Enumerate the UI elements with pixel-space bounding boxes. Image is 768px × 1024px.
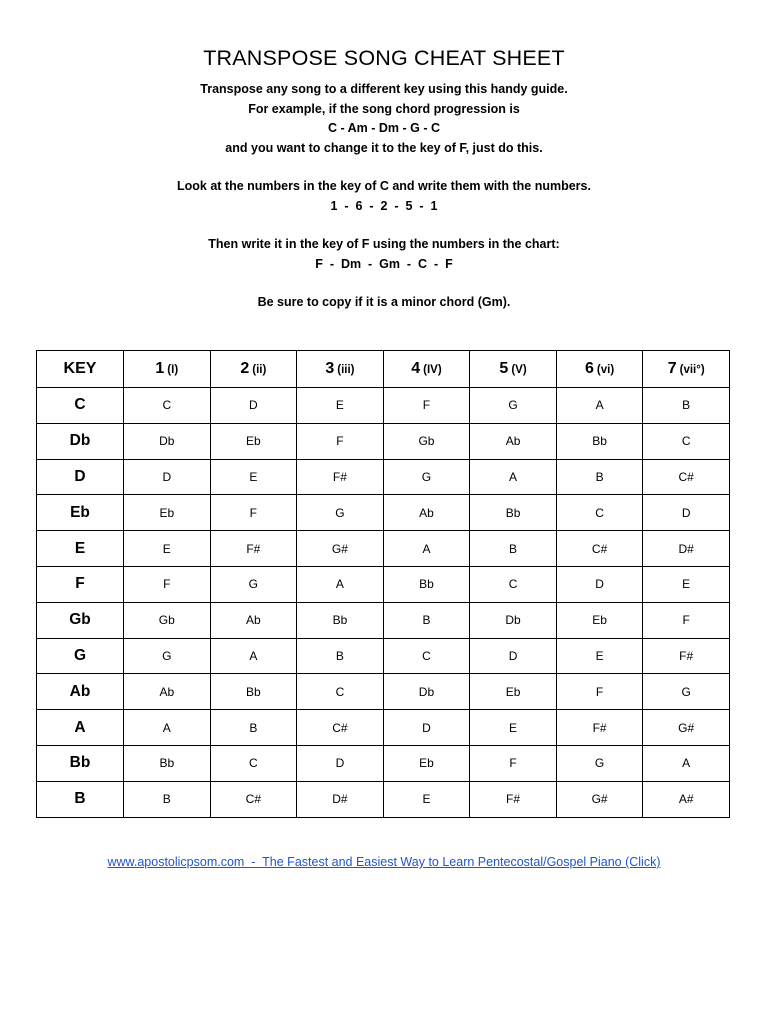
chord-cell: F	[383, 388, 470, 424]
table-row	[37, 781, 730, 817]
degree-header	[643, 351, 730, 388]
instructions	[0, 80, 768, 313]
degree-header	[470, 351, 557, 388]
chord-cell: C#	[210, 781, 297, 817]
key-cell: E	[37, 531, 124, 567]
chord-cell: A	[210, 638, 297, 674]
transpose-table	[36, 350, 730, 818]
chord-cell: B	[643, 388, 730, 424]
chord-cell: C	[643, 423, 730, 459]
chord-cell: G#	[297, 531, 384, 567]
chord-cell: Bb	[297, 602, 384, 638]
table-row	[37, 745, 730, 781]
chord-cell: C	[124, 388, 211, 424]
example-numbers: 1 - 6 - 2 - 5 - 1	[330, 198, 438, 213]
chord-cell: G	[556, 745, 643, 781]
chord-cell: D	[210, 388, 297, 424]
degree-roman: (I)	[167, 364, 179, 376]
table-row	[37, 459, 730, 495]
chord-cell: F#	[297, 459, 384, 495]
degree-header	[297, 351, 384, 388]
chord-cell: D#	[297, 781, 384, 817]
degree-number: 7	[667, 360, 677, 377]
chord-cell: C	[383, 638, 470, 674]
chord-cell: D	[383, 710, 470, 746]
chord-cell: F	[210, 495, 297, 531]
chord-cell: E	[643, 566, 730, 602]
chord-cell: A	[124, 710, 211, 746]
table-row	[37, 495, 730, 531]
table-row	[37, 674, 730, 710]
chord-cell: A	[383, 531, 470, 567]
chord-cell: A	[470, 459, 557, 495]
chord-cell: D#	[643, 531, 730, 567]
chord-cell: A	[643, 745, 730, 781]
chord-cell: B	[470, 531, 557, 567]
degree-number: 6	[585, 360, 594, 377]
chord-cell: C	[556, 495, 643, 531]
footer-link[interactable]: www.apostolicpsom.com - The Fastest and Easiest Way to Learn Pentecostal/Gospel Piano (Click)	[107, 855, 661, 869]
chord-cell: G	[210, 566, 297, 602]
chord-cell: C#	[643, 459, 730, 495]
chord-cell: F#	[210, 531, 297, 567]
key-cell: D	[37, 459, 124, 495]
chord-cell: Ab	[124, 674, 211, 710]
chord-cell: D	[297, 745, 384, 781]
chord-cell: F	[124, 566, 211, 602]
chord-cell: B	[210, 710, 297, 746]
chord-cell: C#	[556, 531, 643, 567]
table-row	[37, 388, 730, 424]
chord-cell: B	[383, 602, 470, 638]
chord-cell: Eb	[210, 423, 297, 459]
degree-number: 2	[240, 360, 250, 377]
key-cell: G	[37, 638, 124, 674]
table-row	[37, 710, 730, 746]
example-progression: C - Am - Dm - G - C	[327, 121, 441, 135]
key-cell: A	[37, 710, 124, 746]
chord-cell: F	[643, 602, 730, 638]
chord-cell: D	[643, 495, 730, 531]
instruction-line: Transpose any song to a different key using this handy guide.	[200, 82, 568, 96]
chord-cell: Ab	[470, 423, 557, 459]
chord-cell: G#	[643, 710, 730, 746]
chord-cell: Bb	[210, 674, 297, 710]
chord-cell: A	[297, 566, 384, 602]
chord-cell: F	[297, 423, 384, 459]
chord-cell: B	[556, 459, 643, 495]
chord-cell: Eb	[556, 602, 643, 638]
chord-cell: Bb	[124, 745, 211, 781]
chord-cell: Eb	[470, 674, 557, 710]
chord-cell: Ab	[383, 495, 470, 531]
page-title: TRANSPOSE SONG CHEAT SHEET	[203, 46, 565, 70]
degree-header	[383, 351, 470, 388]
chord-cell: G	[470, 388, 557, 424]
example-transposed: F - Dm - Gm - C - F	[315, 256, 453, 271]
chord-cell: F	[556, 674, 643, 710]
instruction-line: Look at the numbers in the key of C and write them with the numbers.	[177, 179, 591, 193]
chord-cell: C	[470, 566, 557, 602]
chord-cell: C	[297, 674, 384, 710]
key-cell: C	[37, 388, 124, 424]
chord-cell: D	[470, 638, 557, 674]
chord-cell: E	[383, 781, 470, 817]
chord-cell: G	[643, 674, 730, 710]
chord-cell: A	[556, 388, 643, 424]
chord-cell: Db	[383, 674, 470, 710]
degree-roman: (vi)	[596, 364, 615, 376]
table-row	[37, 423, 730, 459]
footer	[0, 855, 768, 869]
key-cell: F	[37, 566, 124, 602]
degree-roman: (ii)	[252, 364, 267, 376]
chord-cell: F	[470, 745, 557, 781]
key-cell: Gb	[37, 602, 124, 638]
instruction-line: and you want to change it to the key of F, just do this.	[225, 140, 543, 155]
degree-header	[124, 351, 211, 388]
chord-cell: Db	[124, 423, 211, 459]
chord-cell: C	[210, 745, 297, 781]
chord-cell: G	[297, 495, 384, 531]
chord-cell: G	[124, 638, 211, 674]
chord-cell: F#	[643, 638, 730, 674]
table-row	[37, 602, 730, 638]
key-cell: Bb	[37, 745, 124, 781]
chord-cell: Gb	[124, 602, 211, 638]
chord-cell: C#	[297, 710, 384, 746]
table-row	[37, 638, 730, 674]
chord-cell: D	[124, 459, 211, 495]
key-cell: Ab	[37, 674, 124, 710]
chord-cell: E	[556, 638, 643, 674]
key-column-header: KEY	[37, 351, 124, 388]
chord-cell: E	[297, 388, 384, 424]
degree-number: 5	[499, 360, 509, 377]
chord-cell: D	[556, 566, 643, 602]
chord-cell: G#	[556, 781, 643, 817]
chord-cell: F#	[470, 781, 557, 817]
chord-cell: E	[210, 459, 297, 495]
instruction-line: For example, if the song chord progression is	[248, 101, 520, 116]
chord-cell: Ab	[210, 602, 297, 638]
table-row	[37, 566, 730, 602]
chord-cell: B	[124, 781, 211, 817]
degree-header	[556, 351, 643, 388]
table-header-row	[37, 351, 730, 388]
key-cell: Db	[37, 423, 124, 459]
table-row	[37, 531, 730, 567]
degree-roman: (iii)	[337, 364, 355, 376]
chord-cell: E	[470, 710, 557, 746]
chord-cell: Bb	[470, 495, 557, 531]
chord-cell: Eb	[124, 495, 211, 531]
chord-cell: E	[124, 531, 211, 567]
degree-roman: (V)	[511, 364, 527, 376]
chord-cell: F#	[556, 710, 643, 746]
chord-cell: G	[383, 459, 470, 495]
degree-header	[210, 351, 297, 388]
degree-roman: (IV)	[423, 364, 442, 376]
degree-number: 1	[155, 360, 165, 377]
chord-cell: A#	[643, 781, 730, 817]
chord-cell: Db	[470, 602, 557, 638]
chord-cell: Bb	[383, 566, 470, 602]
degree-number: 4	[411, 360, 421, 377]
key-cell: B	[37, 781, 124, 817]
chord-cell: B	[297, 638, 384, 674]
degree-number: 3	[325, 360, 335, 377]
instruction-line: Be sure to copy if it is a minor chord (Gm).	[257, 295, 511, 309]
chord-cell: Bb	[556, 423, 643, 459]
chord-cell: Eb	[383, 745, 470, 781]
key-cell: Eb	[37, 495, 124, 531]
chord-cell: Gb	[383, 423, 470, 459]
instruction-line: Then write it in the key of F using the numbers in the chart:	[208, 237, 560, 251]
degree-roman: (vii°)	[679, 364, 705, 376]
